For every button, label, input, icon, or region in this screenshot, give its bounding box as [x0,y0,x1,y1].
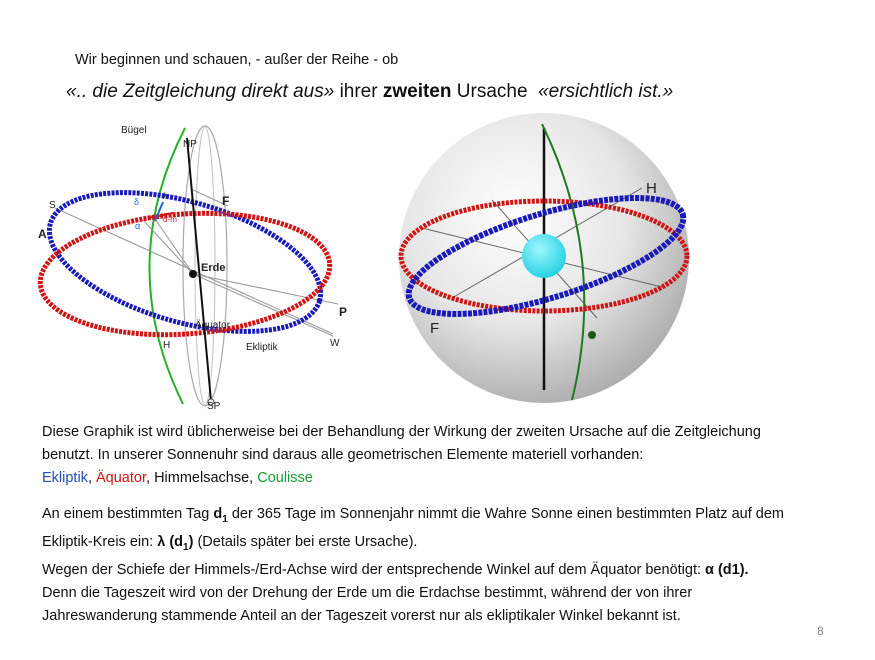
headline-mid: ihrer [339,81,378,102]
label-s: S [49,200,56,211]
symbol-d1 [213,506,228,525]
label-f: F [222,194,230,208]
celestial-sphere-diagram [33,116,363,416]
word-aequator: Äquator [96,470,146,486]
sun-marker [588,331,596,339]
para2-line4: Denn die Tageszeit wird von der Drehung der Erde um die Erdachse bestimmt, während der von ihrer [42,584,693,601]
symbol-alpha-d1 [705,562,749,578]
para1-line2: benutzt. In unserer Sonnenuhr sind daraus alle geometrischen Elemente materiell vorhanden: [42,447,644,463]
sundial-sphere-diagram [392,108,702,408]
symbol-alpha: α [705,561,714,578]
text-run: der 365 Tage im Sonnenjahr nimmt die Wahre Sonne einen bestimmten Platz auf dem [227,506,784,522]
word-ekliptik: Ekliptik [42,470,88,486]
paragraph-sun-position [42,503,867,628]
subscript-1: 1 [222,513,228,525]
text-run: (Details später bei erste Ursache). [193,533,418,550]
symbol-d1-text: (d1). [713,561,749,578]
buegel-arc [149,128,185,404]
label-np: NP [183,139,197,150]
symbol-close: ) [188,533,194,550]
subscript-1: 1 [183,541,189,553]
intro-text: Wir beginnen und schauen, - außer der Reihe - ob [75,52,399,68]
label-alpha-m: α-m [163,215,177,224]
label-erde: Erde [201,262,226,274]
label-alpha: α [135,221,141,231]
separator: , [249,470,258,486]
headline-bold: zweiten [382,81,452,102]
text-run: An einem bestimmten Tag [42,506,214,522]
label-ekliptik: Ekliptik [246,342,278,353]
para2-line2 [42,531,867,559]
earth-point [189,270,197,278]
earth-ball [522,234,566,278]
label-h: H [646,180,657,197]
label-h: H [163,340,171,351]
para2-line1 [42,503,867,531]
page-number: 8 [817,624,824,638]
label-sp: SP [207,401,221,412]
label-f: F [430,320,440,337]
label-a: A [38,227,47,241]
label-lambda: λ [163,191,168,201]
symbol-open: (d [169,533,184,550]
label-buegel: Bügel [121,125,147,136]
headline-word: Ursache [456,81,528,102]
label-p: P [339,305,348,319]
symbol-lambda: λ [157,533,166,550]
paragraph-graphic-explanation [42,421,857,490]
construction-lines [55,190,338,336]
para1-elements [42,467,857,490]
headline [66,81,673,103]
headline-quote-open: «.. die Zeitgleichung direkt aus» [66,81,335,102]
word-himmelsachse: Himmelsachse [154,470,250,486]
word-coulisse: Coulisse [257,470,313,486]
para2-line5: Jahreswanderung stammende Anteil an der Tageszeit vorerst nur als ekliptikaler Winkel bekannt ist. [42,607,681,624]
headline-quote-close: «ersichtlich ist.» [538,81,674,102]
text-run: Ekliptik-Kreis ein: [42,533,158,550]
separator: , [87,470,96,486]
symbol-lambda-d1 [157,533,194,553]
para1-line1: Diese Graphik ist wird üblicherweise bei der Behandlung der Wirkung der zweiten Ursache auf die Zeitgleichung [42,424,761,440]
symbol-d: d [213,506,223,522]
label-w: W [330,338,340,349]
para2-line3 [42,559,867,582]
text-run: Wegen der Schiefe der Himmels-/Erd-Achse wird der entsprechende Winkel auf dem Äquator benötigt: [42,561,706,578]
separator: , [146,470,155,486]
label-aequator: Äquator [195,320,231,331]
label-delta: δ [134,197,140,207]
